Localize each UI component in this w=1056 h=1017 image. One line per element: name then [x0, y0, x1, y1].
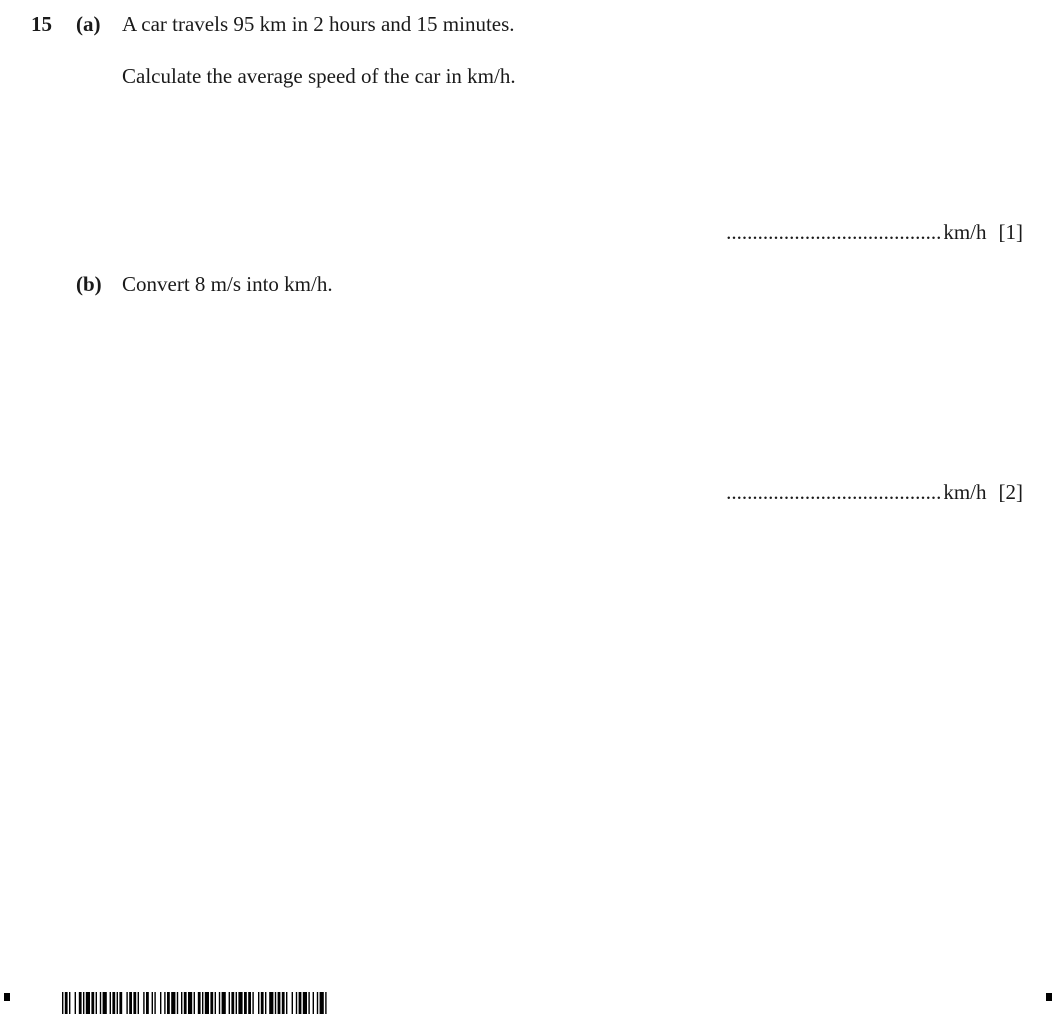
barcode-bar: [138, 992, 139, 1014]
barcode-bar: [286, 992, 287, 1014]
barcode-bar: [65, 992, 68, 1014]
barcode-bar: [143, 992, 144, 1014]
barcode-bar: [325, 992, 326, 1014]
barcode-bar: [320, 992, 324, 1014]
barcode-bar: [278, 992, 281, 1014]
part-b-answer-dots: .........................................: [726, 480, 942, 504]
barcode-bar: [296, 992, 297, 1014]
barcode-bar: [317, 992, 318, 1014]
barcode-bar: [62, 992, 63, 1014]
barcode-bar: [202, 992, 203, 1014]
barcode-bar: [194, 992, 195, 1014]
part-b-label: (b): [76, 272, 102, 296]
part-b-marks: [2]: [998, 480, 1023, 504]
part-a-answer-line[interactable]: [726, 220, 1023, 245]
barcode-bar: [119, 992, 122, 1014]
barcode-bar: [236, 992, 237, 1014]
barcode-bar: [177, 992, 178, 1014]
barcode-bar: [154, 992, 155, 1014]
part-a-marks: [1]: [998, 220, 1023, 244]
barcode-bar: [261, 992, 264, 1014]
barcode-bar: [198, 992, 201, 1014]
barcode-bar: [117, 992, 118, 1014]
barcode-bar: [244, 992, 247, 1014]
barcode-bar: [126, 992, 127, 1014]
barcode-bar: [171, 992, 175, 1014]
barcode-bar: [160, 992, 161, 1014]
barcode-bar: [188, 992, 192, 1014]
part-a-text-line-2: Calculate the average speed of the car in km/h.: [122, 64, 516, 88]
barcode-bar: [152, 992, 153, 1014]
part-a-answer-dots: .........................................: [726, 220, 942, 244]
barcode-bar: [248, 992, 251, 1014]
barcode-bar: [69, 992, 70, 1014]
barcode-bar: [167, 992, 170, 1014]
barcode-bar: [313, 992, 314, 1014]
barcode-bar: [265, 992, 266, 1014]
barcode-bar: [83, 992, 84, 1014]
barcode-bar: [205, 992, 209, 1014]
barcode-bar: [91, 992, 94, 1014]
barcode-bar: [75, 992, 76, 1014]
part-b-answer-unit: km/h: [943, 480, 987, 504]
part-b-text-line-1: Convert 8 m/s into km/h.: [122, 272, 333, 296]
barcode-bar: [299, 992, 302, 1014]
left-corner-mark: [4, 993, 10, 1001]
barcode-bar: [112, 992, 115, 1014]
barcode-bar: [308, 992, 309, 1014]
barcode-bar: [219, 992, 220, 1014]
barcode-bar: [252, 992, 253, 1014]
barcode-bar: [100, 992, 101, 1014]
part-b-answer-line[interactable]: [726, 480, 1023, 505]
part-a-text-line-1: A car travels 95 km in 2 hours and 15 minutes.: [122, 12, 515, 36]
barcode-bar: [303, 992, 307, 1014]
barcode-bar: [164, 992, 165, 1014]
barcode-bar: [292, 992, 293, 1014]
right-corner-mark: [1046, 993, 1052, 1001]
barcode-bar: [129, 992, 132, 1014]
barcode-bar: [181, 992, 182, 1014]
barcode-bar: [110, 992, 111, 1014]
barcode-bar: [79, 992, 82, 1014]
barcode-bar: [229, 992, 230, 1014]
barcode-bar: [231, 992, 234, 1014]
part-a-answer-unit: km/h: [943, 220, 987, 244]
question-number: 15: [31, 12, 52, 36]
barcode-bar: [146, 992, 149, 1014]
barcode-bar: [275, 992, 276, 1014]
barcode-bar: [222, 992, 226, 1014]
barcode-bar: [133, 992, 136, 1014]
barcode-bar: [103, 992, 107, 1014]
part-a-label: (a): [76, 12, 101, 36]
barcode-bar: [210, 992, 213, 1014]
barcode-bar: [215, 992, 216, 1014]
barcode-bar: [238, 992, 242, 1014]
barcode-bar: [184, 992, 187, 1014]
barcode-bar: [86, 992, 90, 1014]
barcode-bar: [282, 992, 285, 1014]
barcode-bar: [96, 992, 97, 1014]
barcode-bar: [269, 992, 273, 1014]
barcode: [62, 992, 424, 1014]
barcode-bar: [258, 992, 259, 1014]
